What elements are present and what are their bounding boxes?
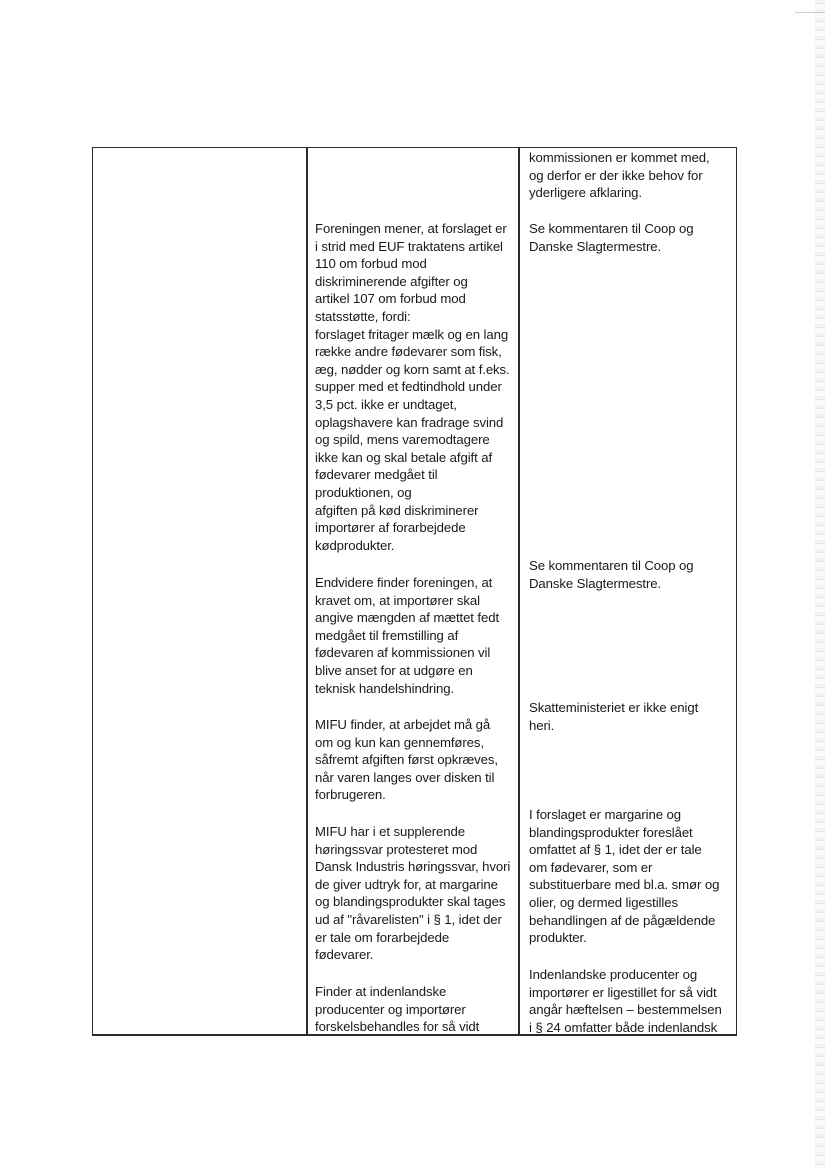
hearing-comment-cell: Finder at indenlandske producenter og importører forskelsbehandles for så vidt: [315, 984, 480, 1035]
ministry-comment-cell: Indenlandske producenter og importører er ligestillet for så vidt angår hæftelsen – bestemmelsen i § 24 omfatter både indenlandsk: [529, 967, 722, 1035]
ministry-comment-cell: I forslaget er margarine og blandingsprodukter foreslået omfattet af § 1, idet der er tale om fødevarer, som er substituerbare med bl.a. smør og olier, og dermed ligestilles behandlingen af de pågældende produkter.: [529, 807, 720, 946]
ministry-comment-cell: Se kommentaren til Coop og Danske Slagtermestre.: [529, 558, 694, 591]
hearing-comment-cell: MIFU har i et supplerende høringssvar protesteret mod Dansk Industris høringssvar, hvori de giver udtryk for, at margarine og blandingsprodukter skal tages ud af "råvarelisten" i § 1, idet der er tale om forarbejdede fødevarer.: [315, 824, 511, 963]
hearing-comment-cell: Foreningen mener, at forslaget er i strid med EUF traktatens artikel 110 om forbud mod diskriminerende afgifter og artikel 107 om forbud mod statsstøtte, fordi: forslaget fritager mælk og en lang række andre fødevarer som fisk, æg, nødder og korn samt at f.eks. supper med et fedtindhold under 3,5 pct. ikke er undtaget, oplagshavere kan fradrage svind og spild, mens varemodtagere ikke kan og skal betale afgift af fødevarer medgået til produktionen, og afgiften på kød diskriminerer importører af forarbejdede kødprodukter.: [315, 221, 510, 553]
column-divider: [306, 148, 308, 1034]
ministry-comment-cell: kommissionen er kommet med, og derfor er der ikke behov for yderligere afklaring.: [529, 150, 710, 201]
hearing-comment-cell: Endvidere finder foreningen, at kravet om, at importører skal angive mængden af mættet fedt medgået til fremstilling af fødevaren af kommissionen vil blive anset for at udgøre en teknisk handelshindring.: [315, 575, 500, 696]
hearing-response-table: [92, 147, 737, 1036]
ministry-comment-cell: Skatteministeriet er ikke enigt heri.: [529, 700, 699, 733]
column-divider: [518, 148, 520, 1034]
scan-edge-mark: [795, 0, 825, 13]
ministry-comment-cell: Se kommentaren til Coop og Danske Slagtermestre.: [529, 221, 694, 254]
scan-edge: [815, 0, 825, 1168]
hearing-comment-cell: MIFU finder, at arbejdet må gå om og kun kan gennemføres, såfremt afgiften først opkræves, når varen langes over disken til forbrugeren.: [315, 717, 498, 803]
